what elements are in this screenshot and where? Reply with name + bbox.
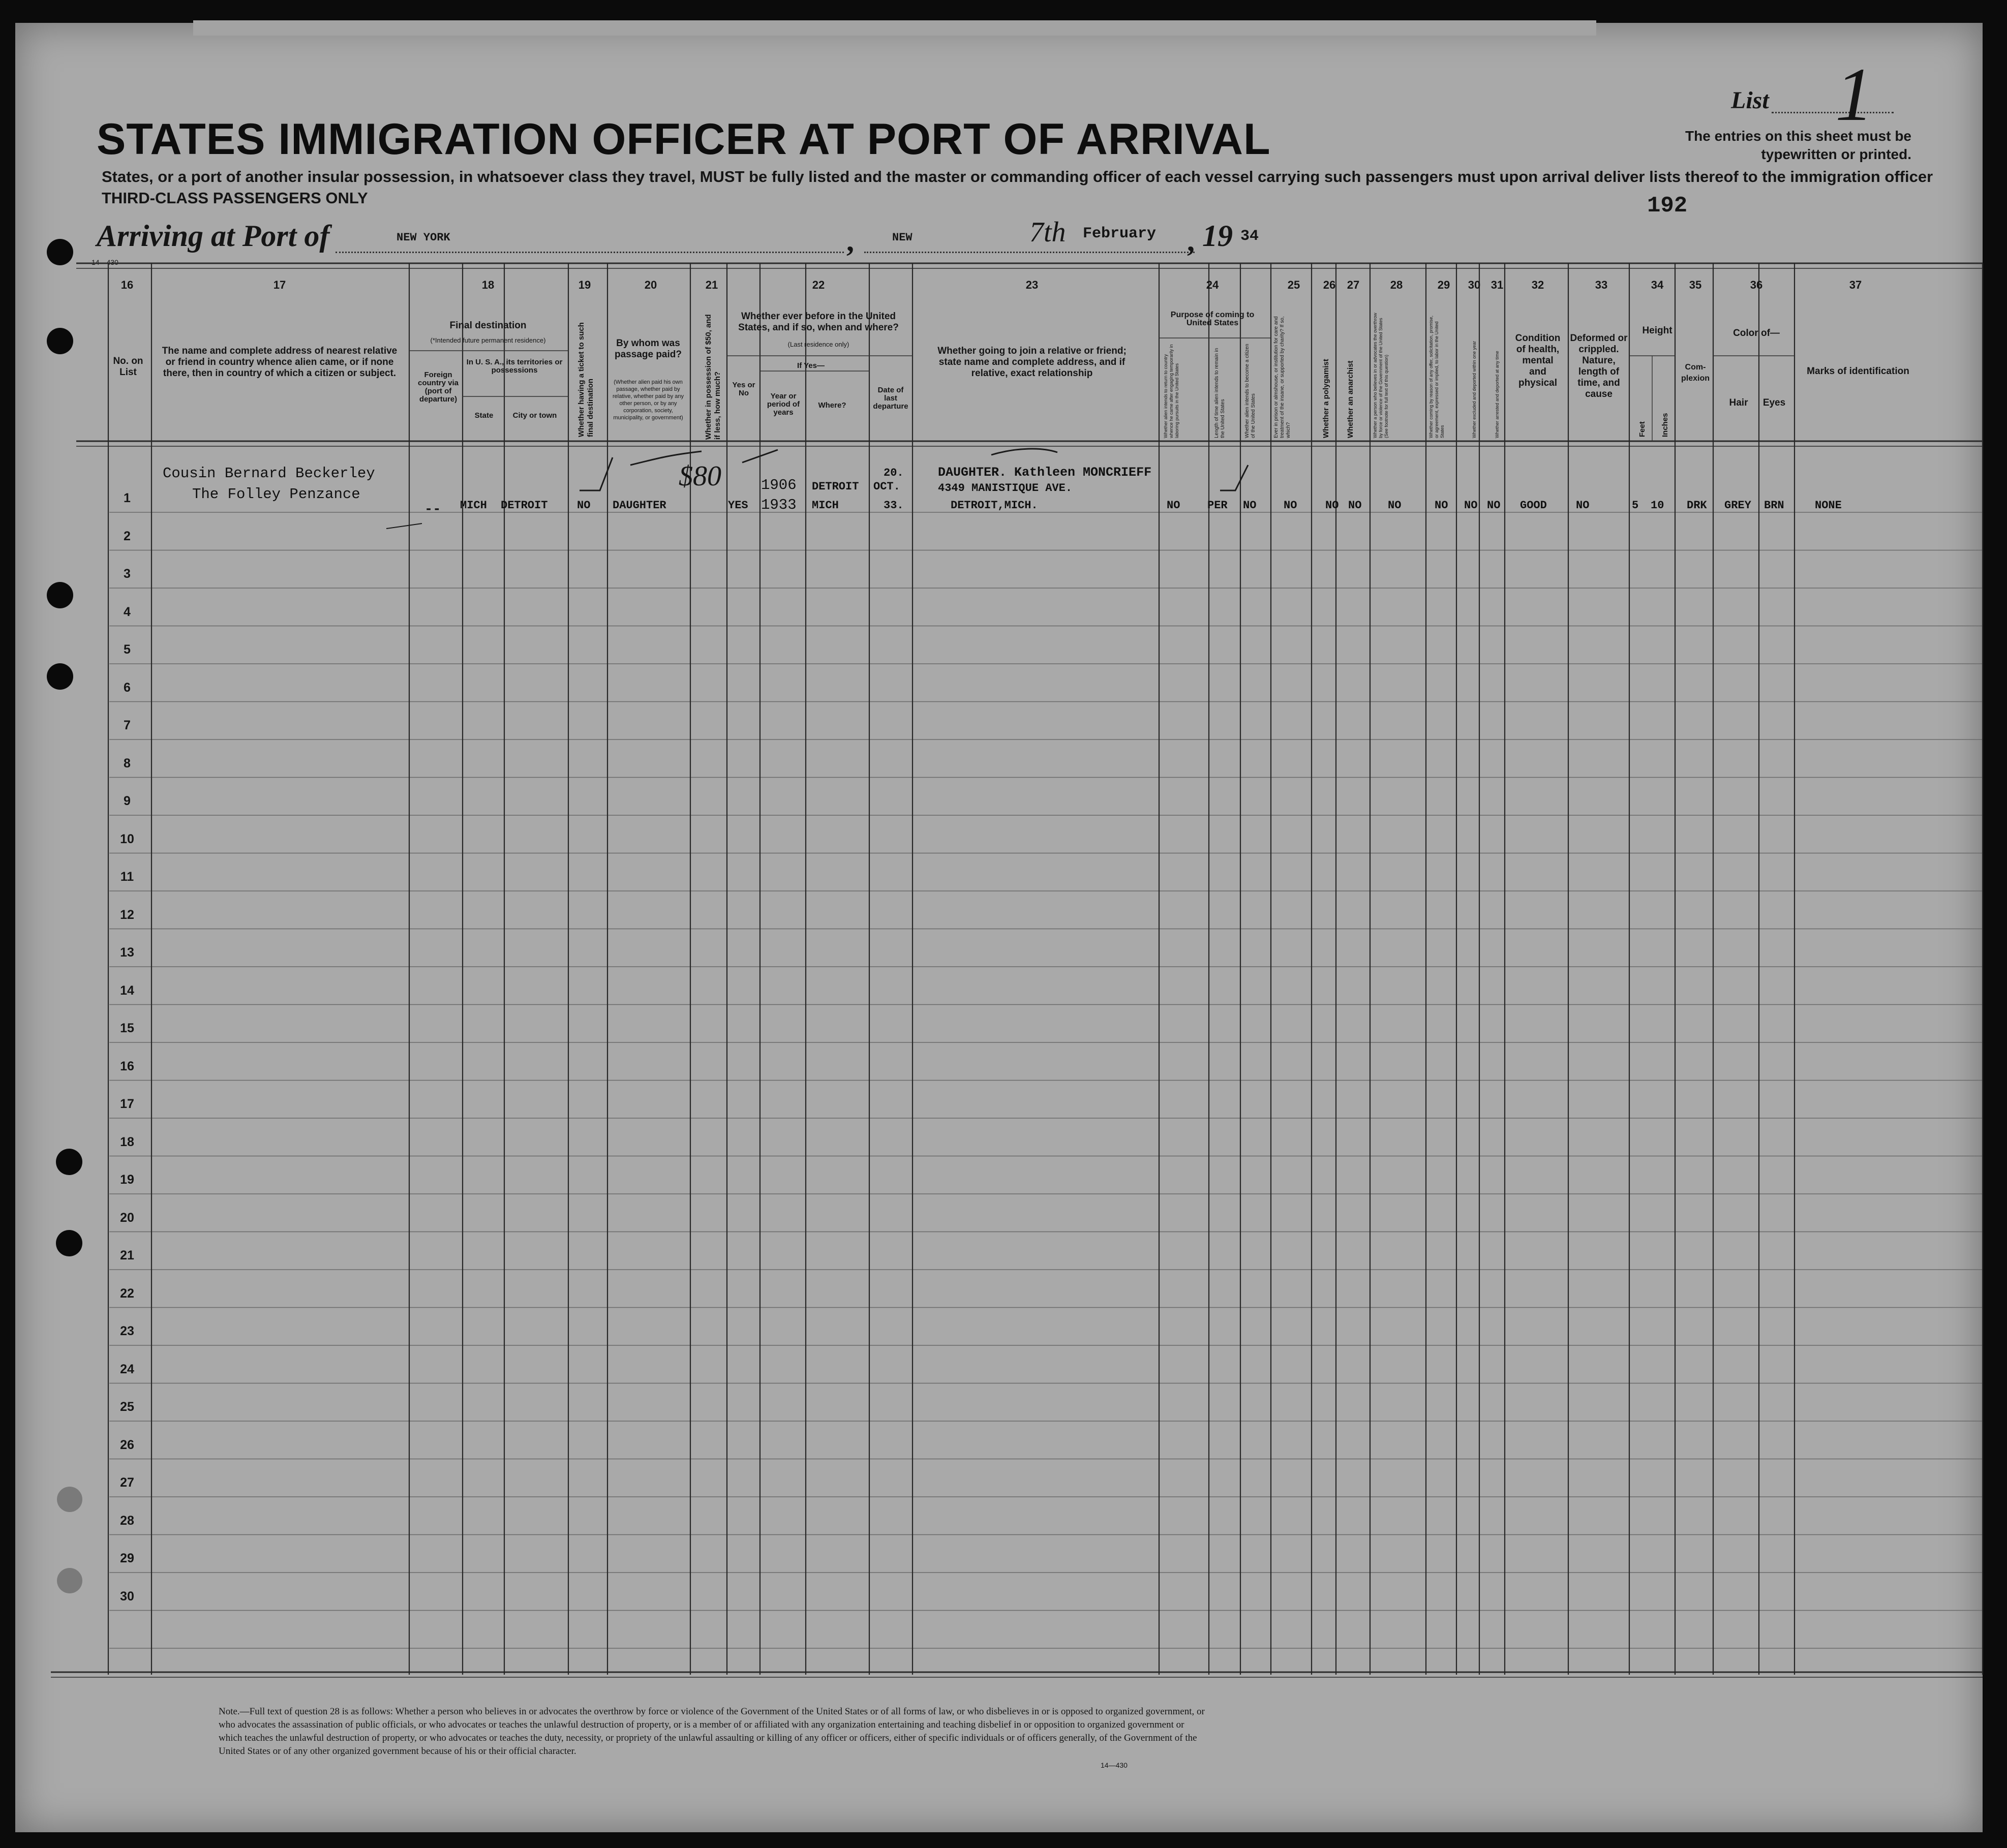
col-17-number: 17 — [273, 279, 286, 291]
col-24-number: 24 — [1206, 279, 1219, 291]
col-34-inches: Inches — [1661, 413, 1669, 437]
col-20-note: (Whether alien paid his own passage, whether paid by relative, whether paid by any other person, or by any corporation, society, municipality, or government) — [612, 379, 684, 421]
join-relative: DAUGHTER. Kathleen MONCRIEFF — [938, 465, 1152, 480]
col-16-number: 16 — [120, 279, 134, 291]
col-25-number: 25 — [1287, 279, 1300, 291]
departure-a: 20. — [884, 467, 904, 479]
excluded: NO — [1464, 499, 1478, 512]
col-21-number: 21 — [705, 279, 718, 291]
col-34-feet: Feet — [1638, 421, 1647, 437]
col-36-eyes: Eyes — [1762, 397, 1786, 408]
citizen-intent: NO — [1243, 499, 1257, 512]
deformed: NO — [1576, 499, 1590, 512]
col-23-label: Whether going to join a relative or friend; state name and complete address, and if relative, exact relationship — [937, 346, 1127, 379]
foreign-country: -- — [424, 502, 441, 517]
port-extra: NEW — [892, 231, 913, 244]
destination-city: DETROIT — [501, 499, 548, 512]
departure-c: 33. — [884, 499, 904, 512]
col-24-return: Whether alien intends to return to country whence he came after engaging temporarily in laboring pursuits in the United States — [1163, 344, 1179, 438]
row-number: 30 — [120, 1589, 134, 1604]
col-30-label: Whether excluded and deported within one year — [1472, 341, 1477, 438]
relative-address: The Folley Penzance — [192, 486, 360, 503]
col-18-number: 18 — [481, 279, 495, 291]
col-33-label: Deformed or crippled. Nature, length of time, and cause — [1570, 333, 1628, 399]
row-number: 7 — [124, 718, 131, 732]
col-18-foreign: Foreign country via (port of departure) — [417, 371, 459, 404]
port-value: NEW YORK — [397, 231, 450, 244]
overthrow: NO — [1388, 499, 1402, 512]
row-number: 15 — [120, 1021, 134, 1035]
where-b: MICH — [812, 499, 839, 512]
col-24-label: Purpose of coming to United States — [1170, 311, 1255, 327]
row-number: 11 — [120, 870, 134, 884]
col-24-length: Length of time alien intends to remain in the United States — [1214, 348, 1226, 438]
col-18-usa: In U. S. A., its territories or possessions — [466, 358, 563, 375]
hair-color: GREY — [1724, 499, 1751, 512]
col-28-label: Whether a person who believes in or advocates the overthrow by force or violence of the Government of the United States (See footnote for full text of this question) — [1373, 313, 1389, 438]
arrival-day: 7th — [1029, 217, 1066, 248]
row-number: 26 — [120, 1437, 134, 1452]
destination-state: MICH — [460, 499, 487, 512]
col-24-citizen: Whether alien intends to become a citizen of the United States — [1244, 344, 1256, 438]
row-number: 17 — [120, 1097, 134, 1111]
labor-offer: NO — [1435, 499, 1448, 512]
join-address: 4349 MANISTIQUE AVE. — [938, 482, 1073, 495]
row-number: 8 — [124, 756, 131, 771]
row-number: 5 — [124, 642, 131, 657]
list-label: List — [1731, 87, 1769, 114]
row-number: 2 — [124, 529, 131, 543]
col-29-number: 29 — [1437, 279, 1450, 291]
page-subtitle: States, or a port of another insular possession, in whatsoever class they travel, MUST be fully listed and the master or commanding officer of each vessel carrying such passengers must upon arrival deliver lists thereof to the immigration officer — [102, 168, 1933, 186]
money: $80 — [679, 460, 721, 492]
col-25-label: Ever in prison or almshouse, or institution for care and treatment of the insane, or supported by charity? If so, which? — [1273, 316, 1291, 438]
prison: NO — [1284, 499, 1297, 512]
col-22-where: Where? — [818, 401, 846, 410]
pen-stroke-icon — [386, 523, 422, 529]
col-21-label: Whether in possession of $50, and if less, how much? — [704, 314, 722, 440]
row-number: 3 — [124, 567, 131, 581]
year-prefix: 19 — [1202, 219, 1233, 253]
row-number: 6 — [124, 680, 131, 695]
typewritten-notice: The entries on this sheet must be typewritten or printed. — [1685, 128, 1911, 162]
col-20-label: By whom was passage paid? — [615, 338, 682, 360]
col-22-label: Whether ever before in the United States, and if so, when and where? — [738, 311, 899, 333]
col-34-number: 34 — [1651, 279, 1664, 291]
col-36-hair: Hair — [1729, 397, 1748, 408]
col-28-number: 28 — [1390, 279, 1403, 291]
row-number: 19 — [120, 1173, 134, 1187]
col-22-yesno: Yes or No — [732, 381, 755, 397]
check-mark-icon — [1220, 465, 1248, 490]
col-19-label: Whether having a ticket to such final destination — [577, 322, 595, 437]
col-23-number: 23 — [1025, 279, 1039, 291]
arrested: NO — [1487, 499, 1501, 512]
col-31-label: Whether arrested and deported at any time — [1495, 351, 1500, 438]
footnote: Note.—Full text of question 28 is as follows: Whether a person who believes in or advocates the overthrow by force or violence of the Government of the United States or of all forms of law, or who disbelieves in or is opposed to organized government, or who advocates the assassination of public officials, or who advocates or teaches the unlawful destruction of property, or is a member of or affiliated with any organization entertaining and teaching disbelief in or opposition to organized government or which teaches the unlawful destruction of property, or who advocates or teaches the duty, necessity, or propriety of the unlawful assaulting or killing of any officer or officers, either of specific individuals or of officers generally, of the Government of the United States or of any other organized government because of his or their official character. — [219, 1706, 1205, 1757]
years-a: 1906 — [761, 477, 797, 494]
departure-b: OCT. — [873, 480, 900, 493]
row-number: 25 — [120, 1400, 134, 1414]
anarchist: NO — [1348, 499, 1362, 512]
col-29-label: Whether coming by reason of any offer, solicitation, promise, or agreement, expressed or implied, to labor in the United States — [1428, 316, 1445, 438]
arriving-label: Arriving at Port of — [97, 219, 330, 253]
col-22-number: 22 — [812, 279, 825, 291]
col-18-city: City or town — [512, 411, 557, 420]
row-number: 24 — [120, 1362, 134, 1376]
join-city: DETROIT,MICH. — [951, 499, 1038, 512]
col-20-number: 20 — [644, 279, 657, 291]
col-27-label: Whether an anarchist — [1346, 360, 1355, 438]
col-18-note: (*Intended future permanent residence) — [430, 336, 546, 344]
row-number: 9 — [124, 794, 131, 808]
ticket: NO — [577, 499, 591, 512]
identification-marks: NONE — [1815, 499, 1842, 512]
row-number: 28 — [120, 1513, 134, 1528]
col-35-label: Com-plexion — [1681, 363, 1710, 383]
col-18-state: State — [474, 411, 494, 420]
where-a: DETROIT — [812, 480, 859, 493]
complexion: DRK — [1687, 499, 1707, 512]
col-16-label: No. on List — [113, 356, 143, 378]
form-number: 14—430 — [92, 258, 118, 266]
col-22-ifyes: If Yes— — [797, 361, 825, 370]
relative-name: Cousin Bernard Beckerley — [163, 465, 375, 482]
page-title: STATES IMMIGRATION OFFICER AT PORT OF ARRIVAL — [97, 115, 1271, 164]
col-36-label: Color of— — [1733, 328, 1780, 338]
row-number: 29 — [120, 1551, 134, 1565]
col-19-number: 19 — [578, 279, 591, 291]
year-suffix: 34 — [1240, 228, 1259, 245]
row-number: 16 — [120, 1059, 134, 1073]
col-30-number: 30 — [1468, 279, 1481, 291]
passage-paid: DAUGHTER — [613, 499, 666, 512]
row-number: 22 — [120, 1286, 134, 1301]
comma-mark: , — [1187, 224, 1195, 258]
length-of-stay: PER — [1207, 499, 1228, 512]
col-37-number: 37 — [1849, 279, 1862, 291]
pen-stroke-icon — [991, 449, 1057, 455]
years-b: 1933 — [761, 497, 797, 513]
col-35-number: 35 — [1689, 279, 1702, 291]
comma-mark: , — [846, 224, 854, 258]
col-17-label: The name and complete address of nearest relative or friend in country whence alien came, or if none there, then in country of which a citizen or subject. — [162, 346, 398, 379]
col-33-number: 33 — [1595, 279, 1608, 291]
col-26-label: Whether a polygamist — [1322, 359, 1330, 438]
row-number: 10 — [120, 831, 134, 846]
row-number: 14 — [120, 983, 134, 998]
col-34-label: Height — [1642, 325, 1672, 336]
col-26-number: 26 — [1323, 279, 1336, 291]
col-36-number: 36 — [1750, 279, 1763, 291]
sheet-number: 192 — [1647, 193, 1688, 219]
class-line: THIRD-CLASS PASSENGERS ONLY — [102, 189, 368, 207]
polygamist: NO — [1325, 499, 1339, 512]
col-37-label: Marks of identification — [1807, 366, 1909, 377]
col-22-date: Date of last departure — [873, 386, 908, 411]
eye-color: BRN — [1764, 499, 1784, 512]
col-27-number: 27 — [1347, 279, 1360, 291]
row-number: 13 — [120, 945, 134, 960]
footer-form-number: 14—430 — [1101, 1761, 1128, 1769]
row-number: 23 — [120, 1324, 134, 1338]
col-32-number: 32 — [1531, 279, 1544, 291]
height-inches: 10 — [1651, 499, 1664, 512]
ever-before: YES — [728, 499, 748, 512]
row-number: 20 — [120, 1210, 134, 1225]
col-31-number: 31 — [1491, 279, 1504, 291]
col-32-label: Condition of health, mental and physical — [1515, 333, 1561, 388]
arrival-month: February — [1083, 225, 1157, 242]
row-number: 18 — [120, 1134, 134, 1149]
height-feet: 5 — [1632, 499, 1639, 512]
health: GOOD — [1520, 499, 1547, 512]
col-22-note: (Last residence only) — [787, 341, 849, 348]
row-number: 12 — [120, 907, 134, 922]
row-number: 21 — [120, 1248, 134, 1262]
list-number: 1 — [1835, 52, 1873, 137]
col-22-period: Year or period of years — [767, 392, 800, 417]
row-number: 4 — [124, 604, 131, 619]
row-number: 27 — [120, 1475, 134, 1490]
return-intent: NO — [1167, 499, 1180, 512]
col-18-label: Final destination — [449, 320, 527, 331]
row-number: 1 — [124, 491, 131, 505]
